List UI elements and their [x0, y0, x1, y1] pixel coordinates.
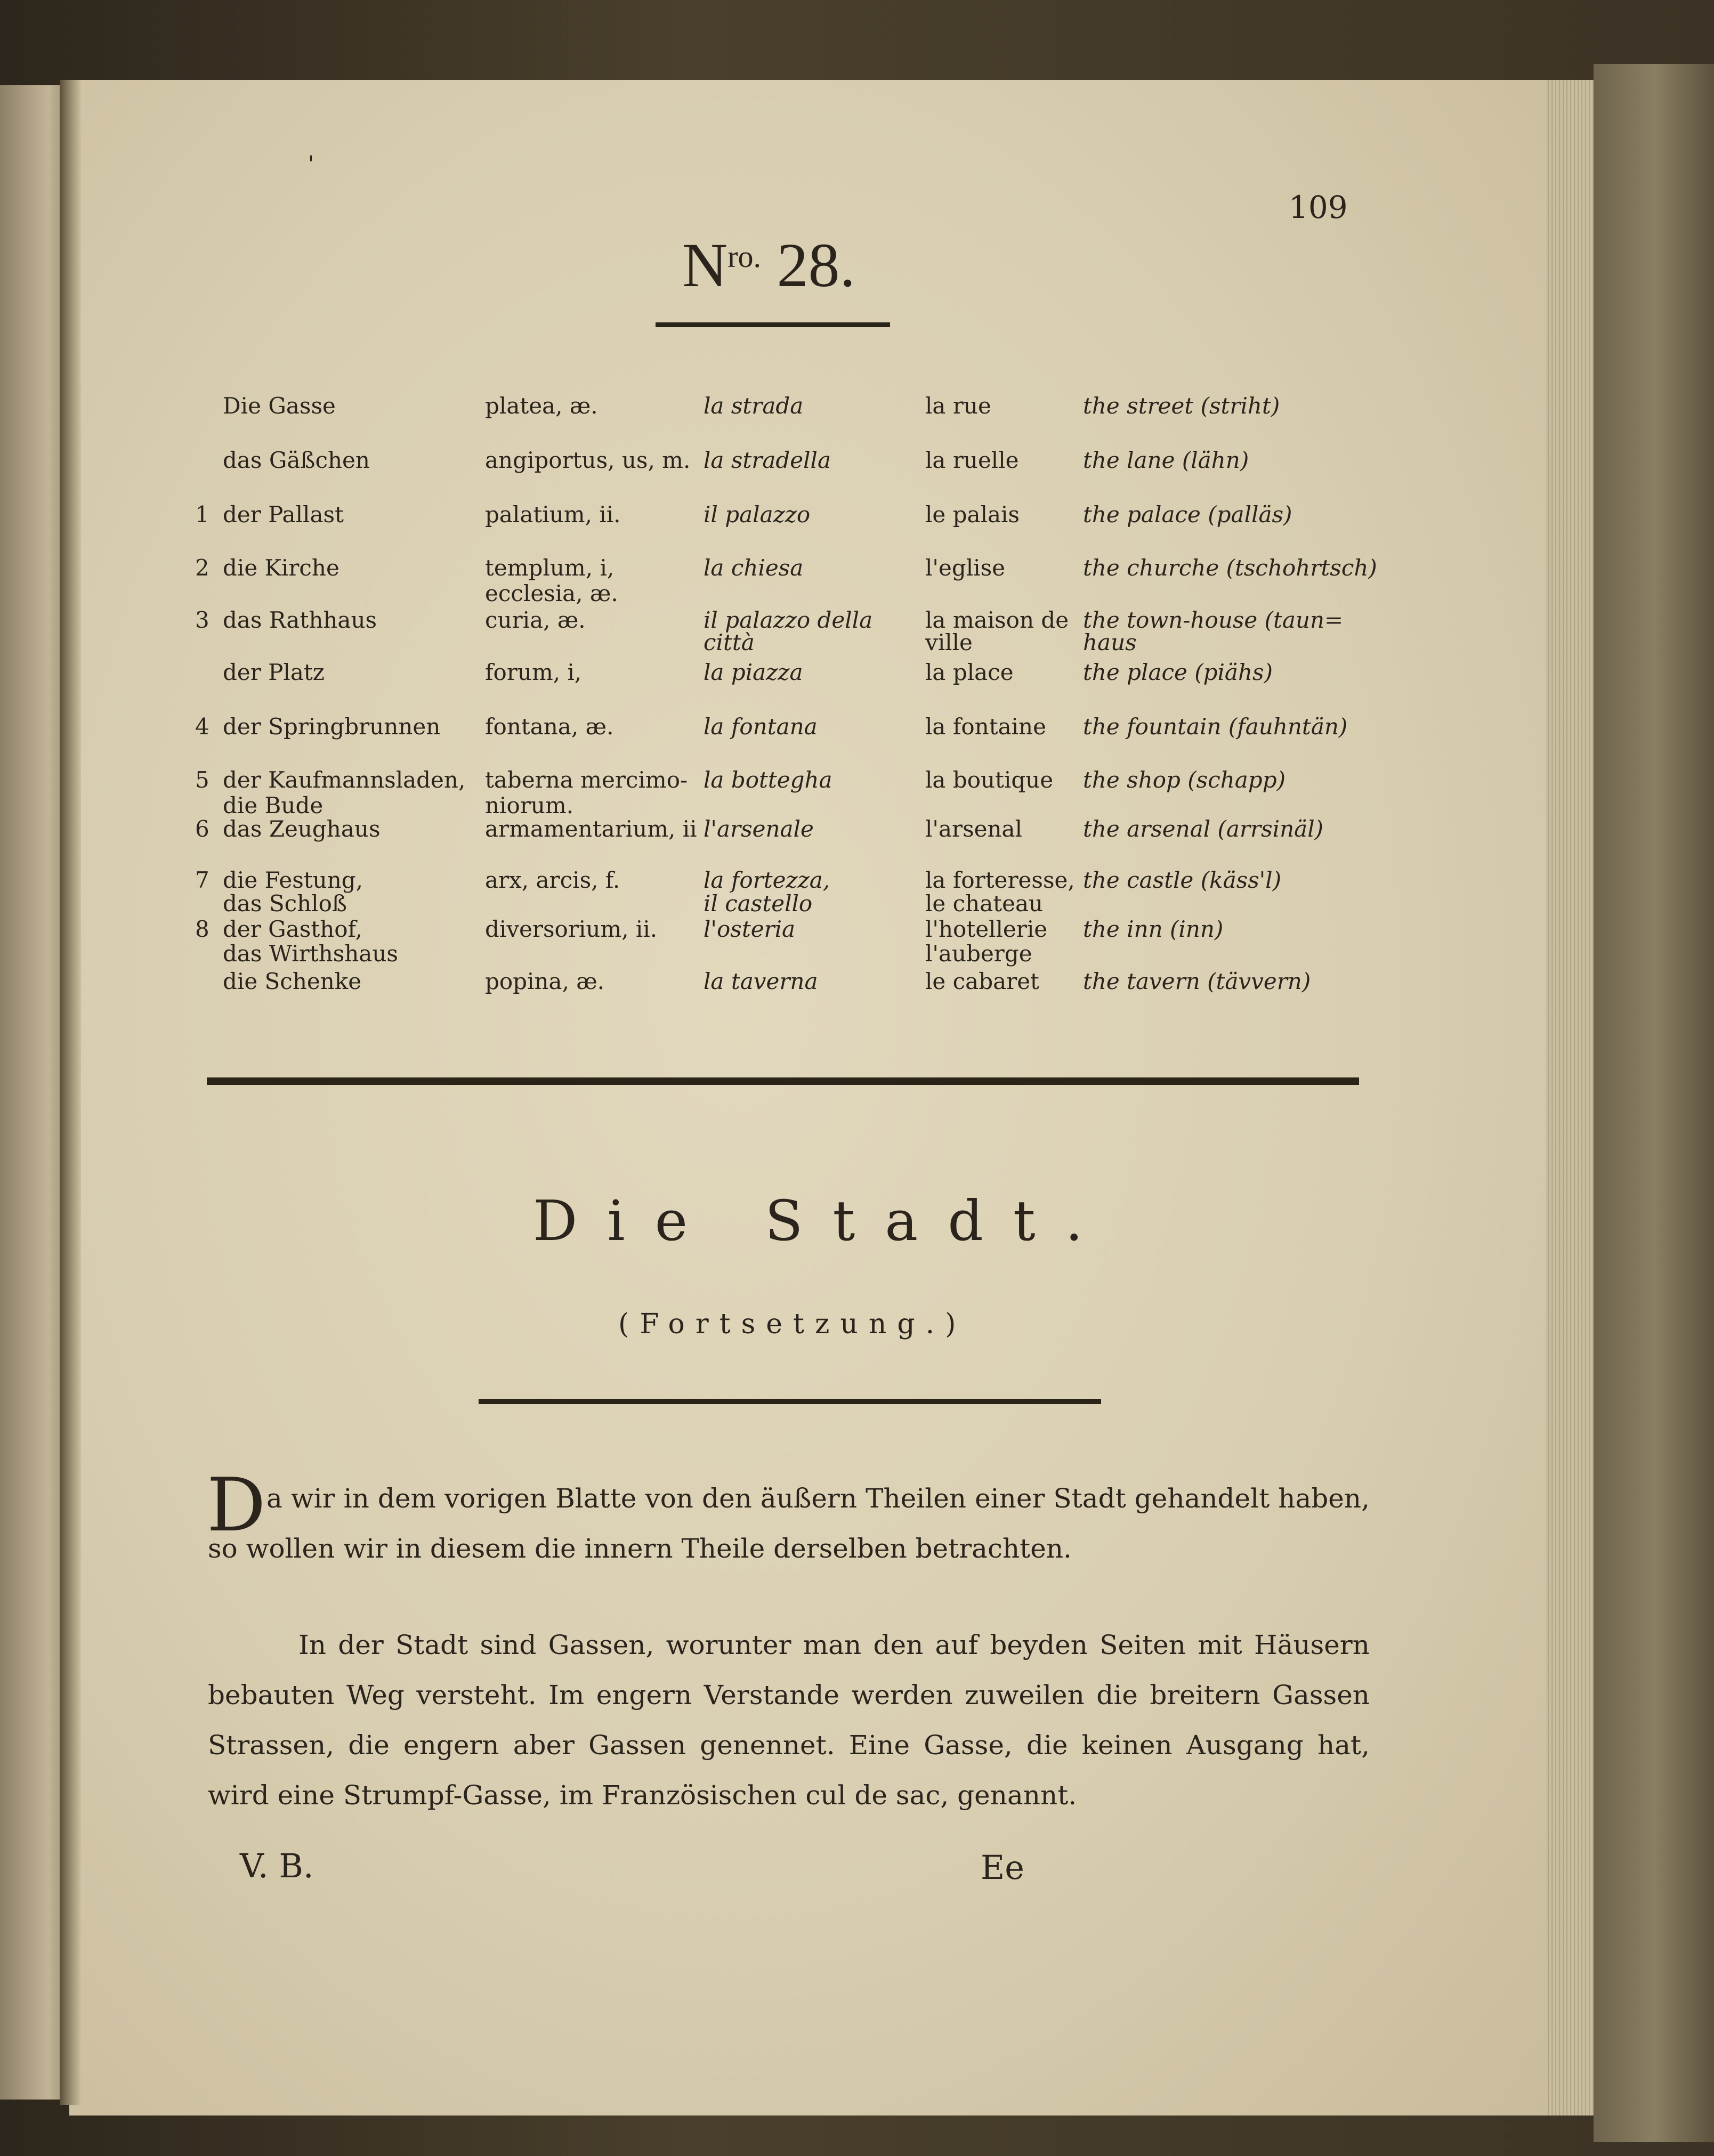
catchword: Ee: [981, 1848, 1024, 1887]
vocab-de-cell: die Kirche: [223, 555, 339, 581]
vocab-la-cell: armamentarium, ii: [485, 816, 697, 842]
vocab-la-cell: angiportus, us, m.: [485, 447, 691, 473]
vocab-de-cell: das Gäßchen: [223, 447, 370, 473]
vocab-en-cell: the lane (lähn): [1083, 447, 1249, 473]
vocab-it-cell: l'osteria: [704, 916, 796, 942]
vocab-la-cell: diversorium, ii.: [485, 916, 658, 942]
title-rule: [479, 1399, 1101, 1404]
vocab-de-cell: Die Gasse: [223, 393, 336, 419]
vocab-num-cell: 8: [195, 916, 209, 942]
vocab-num-cell: 6: [195, 816, 209, 842]
vocab-fr-cell: la place: [925, 659, 1014, 685]
table-rule: [207, 1077, 1359, 1085]
vocab-num-cell: 2: [195, 555, 209, 581]
vocab-la-cell: forum, i,: [485, 659, 582, 685]
vocab-en-cell: haus: [1083, 629, 1137, 655]
vocab-num-cell: 1: [195, 501, 209, 528]
vocab-fr-cell: la ruelle: [925, 447, 1019, 473]
page-number: 109: [1289, 189, 1348, 225]
paragraph-2: In der Stadt sind Gassen, worunter man den auf beyden Seiten mit Häusern bebauten Weg versteht. Im engern Verstande werden zuweilen die breitern Gassen Strassen, die engern aber Gassen genennet. Eine Gasse, die keinen Ausgang hat, wird eine Strumpf-Gasse, im Französischen cul de sac, genannt.: [208, 1630, 1370, 1811]
vocab-de-cell: das Zeughaus: [223, 816, 381, 842]
vocab-num-cell: 3: [195, 607, 209, 633]
vocab-num-cell: 7: [195, 867, 209, 893]
vocab-en-cell: the churche (tschohrtsch): [1083, 555, 1377, 581]
page-mark: ': [308, 152, 314, 176]
vocab-it-cell: città: [704, 629, 755, 655]
vocab-de-cell: das Schloß: [223, 890, 347, 917]
vocab-en-cell: the arsenal (arrsinäl): [1083, 816, 1324, 842]
vocab-it-cell: la chiesa: [704, 555, 804, 581]
vocab-fr-cell: la boutique: [925, 767, 1054, 793]
vocab-it-cell: il palazzo della: [704, 607, 873, 633]
vocab-de-cell: die Festung,: [223, 867, 363, 893]
vocab-fr-cell: le chateau: [925, 890, 1044, 917]
vocab-fr-cell: l'eglise: [925, 555, 1005, 581]
vocab-de-cell: die Bude: [223, 792, 324, 818]
vocab-la-cell: platea, æ.: [485, 393, 598, 419]
vocab-la-cell: taberna mercimo-: [485, 767, 688, 793]
vocab-num-cell: 4: [195, 714, 209, 740]
page-heading: [682, 229, 855, 302]
vocab-en-cell: the tavern (tävvern): [1083, 968, 1311, 994]
section-subtitle: (Fortsetzung.): [618, 1308, 967, 1340]
vocab-fr-cell: la fontaine: [925, 714, 1046, 740]
vocab-en-cell: the street (striht): [1083, 393, 1280, 419]
vocab-num-cell: 5: [195, 767, 209, 793]
vocab-fr-cell: le cabaret: [925, 968, 1039, 994]
vocab-en-cell: the castle (käss'l): [1083, 867, 1282, 893]
paragraph-1: a wir in dem vorigen Blatte von den äußern Theilen einer Stadt gehandelt haben, so wollen wir in diesem die innern Theile derselben betrachten.: [208, 1483, 1370, 1564]
vocab-en-cell: the fountain (fauhntän): [1083, 714, 1348, 740]
heading-sup: ro.: [727, 239, 762, 274]
vocab-it-cell: la stradella: [704, 447, 831, 473]
vocab-la-cell: niorum.: [485, 792, 574, 818]
vocab-de-cell: der Springbrunnen: [223, 714, 441, 740]
vocab-la-cell: templum, i,: [485, 555, 615, 581]
heading-rule: [656, 322, 890, 327]
vocab-la-cell: fontana, æ.: [485, 714, 614, 740]
vocab-en-cell: the shop (schapp): [1083, 767, 1286, 793]
vocab-de-cell: der Kaufmannsladen,: [223, 767, 466, 793]
vocab-it-cell: la piazza: [704, 659, 803, 685]
vocab-fr-cell: l'auberge: [925, 941, 1032, 967]
heading-number: 28.: [777, 230, 856, 300]
vocab-fr-cell: la maison de: [925, 607, 1069, 633]
vocab-it-cell: il castello: [704, 890, 813, 917]
vocab-en-cell: the place (piähs): [1083, 659, 1273, 685]
vocab-it-cell: la strada: [704, 393, 804, 419]
vocab-it-cell: la fontana: [704, 714, 818, 740]
section-title: Die Stadt.: [533, 1188, 1113, 1253]
vocab-fr-cell: ville: [925, 629, 973, 655]
binding-cloth: [1594, 64, 1714, 2142]
vocab-la-cell: popina, æ.: [485, 968, 605, 994]
page-gutter: [60, 80, 81, 2105]
vocab-en-cell: the palace (palläs): [1083, 501, 1292, 528]
vocab-la-cell: arx, arcis, f.: [485, 867, 620, 893]
signature-mark: V. B.: [240, 1846, 314, 1885]
vocab-fr-cell: la rue: [925, 393, 991, 419]
vocab-it-cell: la fortezza,: [704, 867, 830, 893]
vocab-it-cell: la taverna: [704, 968, 818, 994]
vocab-de-cell: der Pallast: [223, 501, 344, 528]
vocab-en-cell: the inn (inn): [1083, 916, 1224, 942]
vocab-fr-cell: le palais: [925, 501, 1020, 528]
vocab-fr-cell: l'arsenal: [925, 816, 1023, 842]
vocab-it-cell: l'arsenale: [704, 816, 814, 842]
heading-prefix: N: [682, 230, 728, 300]
vocab-la-cell: curia, æ.: [485, 607, 586, 633]
vocab-de-cell: das Rathhaus: [223, 607, 377, 633]
vocab-en-cell: the town-house (taun=: [1083, 607, 1344, 633]
vocab-la-cell: ecclesia, æ.: [485, 580, 618, 606]
vocab-it-cell: la botteghа: [704, 767, 832, 793]
vocab-la-cell: palatium, ii.: [485, 501, 621, 528]
vocab-de-cell: der Gasthof,: [223, 916, 362, 942]
vocab-it-cell: il palazzo: [704, 501, 811, 528]
vocab-fr-cell: la forteresse,: [925, 867, 1075, 893]
vocab-fr-cell: l'hotellerie: [925, 916, 1048, 942]
vocab-de-cell: der Platz: [223, 659, 325, 685]
left-page-edge: [0, 85, 69, 2100]
vocab-de-cell: die Schenke: [223, 968, 362, 994]
drop-capital: D: [207, 1462, 266, 1548]
vocab-de-cell: das Wirthshaus: [223, 941, 398, 967]
page-edges: [1546, 80, 1594, 2116]
